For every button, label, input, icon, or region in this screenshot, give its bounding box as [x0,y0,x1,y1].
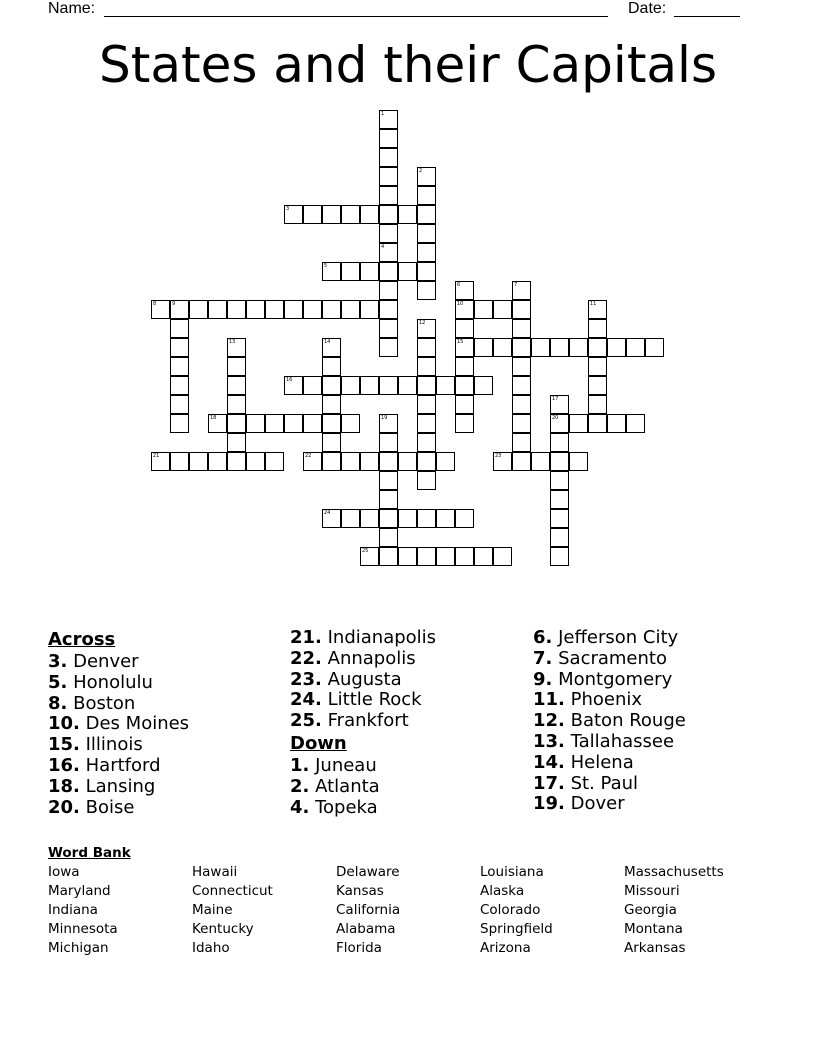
crossword-cell[interactable] [208,414,227,433]
crossword-cell[interactable] [512,376,531,395]
crossword-cell[interactable] [398,376,417,395]
clue-number: 8 [153,301,157,307]
clue-number: 17 [552,396,559,402]
crossword-cell[interactable] [417,319,436,338]
crossword-cell[interactable] [208,452,227,471]
crossword-cell[interactable] [417,471,436,490]
crossword-cell[interactable] [227,300,246,319]
word-bank-word: Michigan [48,940,109,956]
clue-across-8: 8. Boston [48,692,136,714]
crossword-cell[interactable] [189,300,208,319]
crossword-cell[interactable] [170,452,189,471]
crossword-cell[interactable] [455,281,474,300]
clue-number: 7 [514,282,518,288]
crossword-cell[interactable] [474,547,493,566]
crossword-cell[interactable] [379,547,398,566]
crossword-cell[interactable] [531,338,550,357]
crossword-cell[interactable] [626,414,645,433]
crossword-cell[interactable] [379,528,398,547]
crossword-cell[interactable] [322,452,341,471]
crossword-cell[interactable] [607,338,626,357]
crossword-cell[interactable] [322,205,341,224]
crossword-cell[interactable] [265,300,284,319]
crossword-cell[interactable] [360,205,379,224]
crossword-cell[interactable] [455,509,474,528]
crossword-cell[interactable] [550,547,569,566]
word-bank-word: Louisiana [480,864,544,880]
crossword-cell[interactable] [512,452,531,471]
crossword-cell[interactable] [284,205,303,224]
crossword-cell[interactable] [379,205,398,224]
crossword-cell[interactable] [550,414,569,433]
crossword-cell[interactable] [303,376,322,395]
crossword-cell[interactable] [493,547,512,566]
crossword-cell[interactable] [322,414,341,433]
word-bank-word: Indiana [48,902,98,918]
crossword-cell[interactable] [322,338,341,357]
crossword-cell[interactable] [417,395,436,414]
crossword-cell[interactable] [512,338,531,357]
crossword-cell[interactable] [246,414,265,433]
crossword-cell[interactable] [341,509,360,528]
crossword-cell[interactable] [417,376,436,395]
crossword-cell[interactable] [493,300,512,319]
crossword-cell[interactable] [189,452,208,471]
crossword-cell[interactable] [493,338,512,357]
word-bank-word: Massachusetts [624,864,724,880]
crossword-cell[interactable] [170,376,189,395]
crossword-cell[interactable] [512,281,531,300]
crossword-cell[interactable] [322,300,341,319]
word-bank-column-4 [480,863,553,958]
crossword-cell[interactable] [303,205,322,224]
crossword-cell[interactable] [341,376,360,395]
crossword-cell[interactable] [341,262,360,281]
word-bank [48,844,788,956]
clue-down-6: 6. Jefferson City [533,627,679,648]
crossword-cell[interactable] [379,281,398,300]
crossword-cell[interactable] [588,414,607,433]
clue-number: 12 [419,320,426,326]
crossword-cell[interactable] [227,452,246,471]
clue-down-1: 1. Juneau [290,754,377,776]
word-bank-word: Montana [624,921,683,937]
crossword-cell[interactable] [550,433,569,452]
crossword-cell[interactable] [417,452,436,471]
crossword-cell[interactable] [455,338,474,357]
word-bank-word: Maine [192,902,233,918]
clue-down-17: 17. St. Paul [533,772,639,794]
word-bank-title: Word Bank [48,845,131,861]
crossword-cell[interactable] [379,414,398,433]
clue-down-2: 2. Atlanta [290,775,380,797]
crossword-cell[interactable] [379,148,398,167]
clue-number: 15 [457,339,464,345]
clue-number: 24 [324,510,331,516]
crossword-cell[interactable] [455,414,474,433]
clue-number: 5 [324,263,328,269]
word-bank-word: Kansas [336,883,384,899]
clue-number: 9 [172,301,176,307]
crossword-cell[interactable] [379,433,398,452]
crossword-cell[interactable] [550,528,569,547]
word-bank-word: Kentucky [192,921,254,937]
crossword-cell[interactable] [379,167,398,186]
word-bank-word: Alaska [480,883,525,899]
crossword-cell[interactable] [322,357,341,376]
crossword-cell[interactable] [436,452,455,471]
crossword-cell[interactable] [170,395,189,414]
crossword-cell[interactable] [360,300,379,319]
crossword-cell[interactable] [398,547,417,566]
word-bank-word: Minnesota [48,921,118,937]
crossword-cell[interactable] [227,376,246,395]
crossword-cell[interactable] [588,376,607,395]
crossword-cell[interactable] [379,262,398,281]
crossword-cell[interactable] [398,452,417,471]
word-bank-word: Alabama [336,921,396,937]
crossword-cell[interactable] [322,376,341,395]
crossword-cell[interactable] [284,300,303,319]
crossword-cell[interactable] [265,452,284,471]
crossword-cell[interactable] [151,300,170,319]
crossword-cell[interactable] [455,547,474,566]
crossword-cell[interactable] [379,490,398,509]
word-bank-word: Georgia [624,902,677,918]
clue-down-19: 19. Dover [533,793,625,815]
crossword-cell[interactable] [360,547,379,566]
crossword-cell[interactable] [512,433,531,452]
clue-column-3 [533,628,686,815]
clue-number: 1 [381,111,385,117]
clue-across-3: 3. Denver [48,651,139,672]
crossword-cell[interactable] [303,414,322,433]
crossword-cell[interactable] [417,224,436,243]
crossword-cell[interactable] [569,452,588,471]
clue-number: 11 [590,301,597,307]
crossword-cell[interactable] [588,338,607,357]
crossword-cell[interactable] [284,376,303,395]
crossword-cell[interactable] [512,319,531,338]
crossword-cell[interactable] [322,433,341,452]
crossword-cell[interactable] [417,186,436,205]
crossword-cell[interactable] [341,205,360,224]
crossword-cell[interactable] [379,319,398,338]
clue-across-20: 20. Boise [48,796,135,818]
crossword-cell[interactable] [170,414,189,433]
crossword-cell[interactable] [474,338,493,357]
across-heading: Across [48,629,116,650]
clue-across-25: 25. Frankfort [290,710,409,732]
word-bank-word: Springfield [480,921,553,937]
crossword-cell[interactable] [417,338,436,357]
crossword-cell[interactable] [379,471,398,490]
crossword-cell[interactable] [379,224,398,243]
crossword-cell[interactable] [322,509,341,528]
word-bank-word: Idaho [192,940,230,956]
crossword-cell[interactable] [170,300,189,319]
crossword-cell[interactable] [588,357,607,376]
crossword-cell[interactable] [170,319,189,338]
crossword-cell[interactable] [417,357,436,376]
crossword-cell[interactable] [588,395,607,414]
clue-column-1 [48,628,189,818]
crossword-cell[interactable] [455,319,474,338]
word-bank-word: Maryland [48,883,111,899]
word-bank-column-1 [48,863,118,958]
crossword-cell[interactable] [379,110,398,129]
crossword-cell[interactable] [569,414,588,433]
clue-number: 22 [305,453,312,459]
word-bank-word: Missouri [624,883,680,899]
clue-down-9: 9. Montgomery [533,668,673,690]
crossword-cell[interactable] [303,452,322,471]
crossword-cell[interactable] [455,357,474,376]
crossword-cell[interactable] [398,262,417,281]
clue-across-16: 16. Hartford [48,754,161,776]
crossword-cell[interactable] [474,376,493,395]
word-bank-word: Hawaii [192,864,238,880]
crossword-cell[interactable] [436,376,455,395]
clue-across-22: 22. Annapolis [290,647,416,669]
word-bank-word: California [336,902,401,918]
crossword-cell[interactable] [417,509,436,528]
crossword-cell[interactable] [417,205,436,224]
crossword-cell[interactable] [493,452,512,471]
word-bank-column-3 [336,863,400,958]
crossword-cell[interactable] [550,338,569,357]
clue-across-24: 24. Little Rock [290,689,422,711]
clue-number: 25 [362,548,369,554]
clue-number: 19 [381,415,388,421]
crossword-cell[interactable] [455,395,474,414]
crossword-cell[interactable] [246,452,265,471]
word-bank-word: Colorado [480,902,541,918]
clue-number: 18 [210,415,217,421]
crossword-cell[interactable] [360,376,379,395]
crossword-cell[interactable] [341,452,360,471]
crossword-cell[interactable] [550,471,569,490]
crossword-cell[interactable] [455,300,474,319]
crossword-cell[interactable] [417,414,436,433]
clue-across-10: 10. Des Moines [48,713,190,735]
crossword-cell[interactable] [227,395,246,414]
crossword-cell[interactable] [284,414,303,433]
clue-number: 3 [286,206,290,212]
crossword-cell[interactable] [588,319,607,338]
clue-down-12: 12. Baton Rouge [533,710,686,732]
clue-number: 4 [381,244,385,250]
crossword-cell[interactable] [417,243,436,262]
crossword-cell[interactable] [417,167,436,186]
crossword-cell[interactable] [512,357,531,376]
clue-number: 16 [286,377,293,383]
page-title: States and their Capitals [98,36,718,94]
clue-number: 6 [457,282,461,288]
clue-down-4: 4. Topeka [290,796,378,818]
name-label: Name: [48,0,96,17]
crossword-cell[interactable] [512,395,531,414]
crossword-cell[interactable] [379,129,398,148]
crossword-cell[interactable] [417,433,436,452]
crossword-cell[interactable] [341,414,360,433]
crossword-cell[interactable] [512,414,531,433]
crossword-cell[interactable] [246,300,265,319]
crossword-cell[interactable] [360,509,379,528]
crossword-cell[interactable] [170,338,189,357]
crossword-cell[interactable] [227,433,246,452]
crossword-cell[interactable] [265,414,284,433]
crossword-cell[interactable] [455,376,474,395]
crossword-cell[interactable] [151,452,170,471]
crossword-cell[interactable] [360,262,379,281]
clue-across-21: 21. Indianapolis [290,627,437,648]
crossword-cell[interactable] [398,205,417,224]
clue-down-7: 7. Sacramento [533,647,667,669]
clue-number: 13 [229,339,236,345]
clue-down-11: 11. Phoenix [533,689,643,711]
crossword-cell[interactable] [227,357,246,376]
crossword-cell[interactable] [379,186,398,205]
crossword-cell[interactable] [379,376,398,395]
crossword-cell[interactable] [569,338,588,357]
crossword-cell[interactable] [398,509,417,528]
crossword-cell[interactable] [379,338,398,357]
crossword-cell[interactable] [360,452,379,471]
crossword-cell[interactable] [322,395,341,414]
word-bank-word: Arkansas [624,940,686,956]
clue-across-15: 15. Illinois [48,734,143,756]
clue-down-13: 13. Tallahassee [533,730,675,752]
clue-down-14: 14. Helena [533,751,634,773]
clue-across-5: 5. Honolulu [48,671,153,693]
crossword-cell[interactable] [474,300,493,319]
clue-number: 20 [552,415,559,421]
word-bank-word: Iowa [48,864,80,880]
crossword-cell[interactable] [626,338,645,357]
down-heading: Down [290,732,347,754]
crossword-cell[interactable] [550,395,569,414]
crossword-cell[interactable] [607,414,626,433]
word-bank-word: Delaware [336,864,400,880]
word-bank-column-5 [624,863,724,958]
clue-number: 10 [457,301,464,307]
word-bank-word: Connecticut [192,883,273,899]
crossword-cell[interactable] [588,300,607,319]
crossword-cell[interactable] [550,452,569,471]
crossword-cell[interactable] [436,509,455,528]
crossword-cell[interactable] [531,452,550,471]
word-bank-word: Arizona [480,940,531,956]
crossword-cell[interactable] [436,547,455,566]
clue-column-2 [290,628,436,818]
crossword-cell[interactable] [645,338,664,357]
crossword-cell[interactable] [170,357,189,376]
crossword-cell[interactable] [417,262,436,281]
clue-number: 23 [495,453,502,459]
crossword-cell[interactable] [379,243,398,262]
crossword-cell[interactable] [227,414,246,433]
clue-across-18: 18. Lansing [48,775,156,797]
word-bank-column-2 [192,863,273,958]
crossword-cell[interactable] [303,300,322,319]
date-label: Date: [628,0,667,17]
clue-number: 2 [419,168,423,174]
crossword-cell[interactable] [379,300,398,319]
crossword-cell[interactable] [379,509,398,528]
clue-across-23: 23. Augusta [290,668,402,690]
clue-number: 21 [153,453,160,459]
crossword-cell[interactable] [208,300,227,319]
crossword-cell[interactable] [512,300,531,319]
crossword-cell[interactable] [550,509,569,528]
word-bank-word: Florida [336,940,382,956]
clue-number: 14 [324,339,331,345]
crossword-cell[interactable] [341,300,360,319]
crossword-cell[interactable] [322,262,341,281]
crossword-cell[interactable] [379,452,398,471]
crossword-cell[interactable] [417,547,436,566]
crossword-cell[interactable] [227,338,246,357]
crossword-cell[interactable] [417,281,436,300]
crossword-cell[interactable] [550,490,569,509]
